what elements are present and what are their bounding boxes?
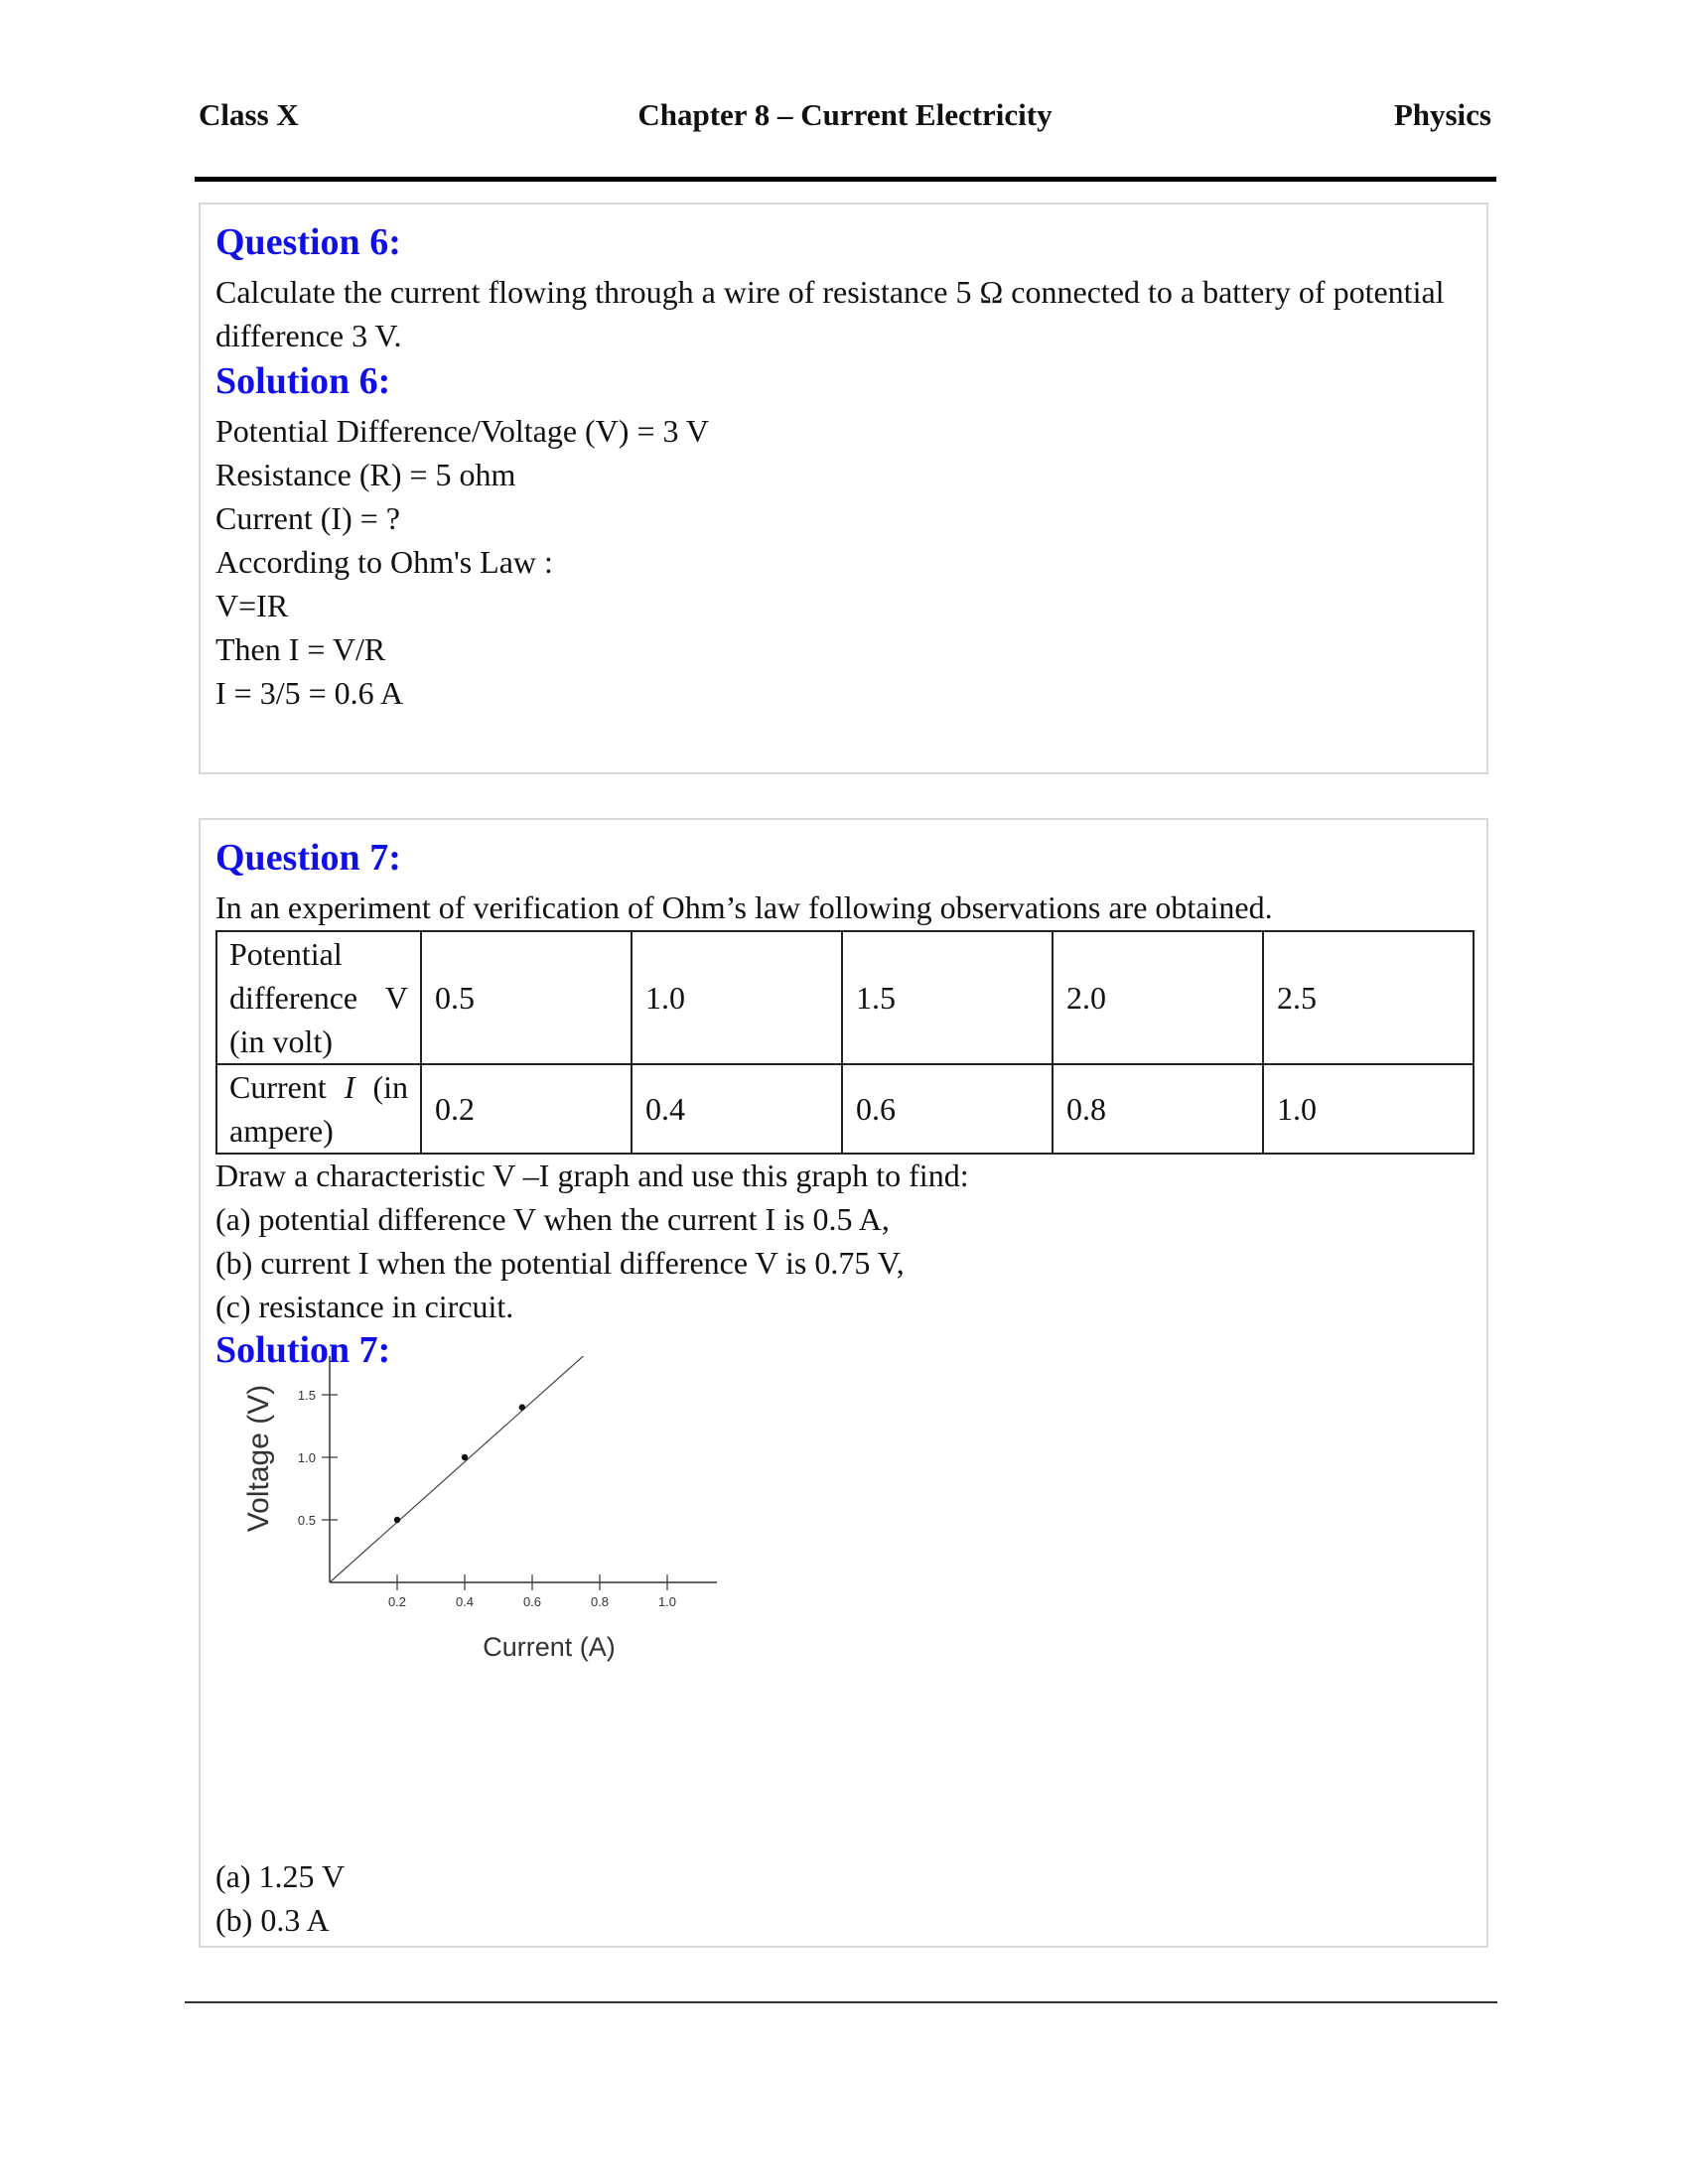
- question-6-heading: Question 6:: [215, 221, 401, 263]
- solution-6-line: Current (I) = ?: [215, 500, 400, 536]
- table-cell: 0.4: [632, 1064, 842, 1154]
- fit-line: [330, 1356, 701, 1582]
- label-text: Current: [229, 1069, 327, 1105]
- table-row: [216, 931, 1474, 1064]
- instruction-line: Draw a characteristic V –I graph and use this graph to find:: [215, 1158, 969, 1193]
- table-cell: 1.0: [1263, 1064, 1474, 1154]
- vi-graph: [220, 1356, 717, 1674]
- label-text: (in volt): [229, 1024, 333, 1059]
- instruction-line: (c) resistance in circuit.: [215, 1289, 514, 1324]
- table-cell: 1.5: [842, 931, 1053, 1064]
- label-text: ampere): [229, 1113, 334, 1149]
- table-cell: 2.5: [1263, 931, 1474, 1064]
- label-text: Potential: [229, 936, 343, 972]
- question-6-box: [199, 203, 1488, 774]
- label-text: (in: [372, 1069, 408, 1105]
- table-row: [216, 1064, 1474, 1154]
- label-text: I: [344, 1069, 355, 1105]
- question-7-heading: Question 7:: [215, 837, 401, 879]
- subject-label: Physics: [1393, 97, 1491, 132]
- chapter-title: Chapter 8 – Current Electricity: [637, 97, 1053, 132]
- x-axis-label: Current (A): [483, 1632, 616, 1662]
- table-cell: 1.0: [632, 931, 842, 1064]
- solution-7-heading: Solution 7:: [215, 1329, 391, 1371]
- x-tick-label: 0.6: [522, 1594, 542, 1609]
- solution-6-line: I = 3/5 = 0.6 A: [215, 675, 403, 711]
- solution-6-line: Potential Difference/Voltage (V) = 3 V: [215, 413, 710, 449]
- footer-rule: [185, 2001, 1497, 2003]
- table-cell: 0.2: [421, 1064, 632, 1154]
- label-text: difference: [229, 980, 358, 1016]
- answer-line: (b) 0.3 A: [215, 1902, 330, 1938]
- x-tick-label: 0.8: [590, 1594, 610, 1609]
- table-cell: 0.5: [421, 931, 632, 1064]
- data-point: [519, 1404, 525, 1410]
- question-6-text-line2: difference 3 V.: [215, 318, 402, 353]
- data-point: [394, 1517, 400, 1523]
- y-tick-label: 0.5: [297, 1513, 316, 1528]
- solution-6-line: According to Ohm's Law :: [215, 544, 553, 580]
- table-cell: 0.6: [842, 1064, 1053, 1154]
- class-label: Class X: [199, 97, 299, 132]
- question-6-text-line1: Calculate the current flowing through a wire of resistance 5 Ω connected to a battery of potential: [215, 274, 1445, 310]
- page-header: [199, 97, 1491, 147]
- table-row-label-voltage: [216, 931, 421, 1064]
- x-tick-label: 1.0: [657, 1594, 677, 1609]
- x-tick-label: 0.4: [455, 1594, 475, 1609]
- label-text-row: [229, 976, 408, 1020]
- answer-line: (a) 1.25 V: [215, 1858, 346, 1894]
- solution-6-line: Then I = V/R: [215, 631, 386, 667]
- question-7-intro: In an experiment of verification of Ohm’s law following observations are obtained.: [215, 889, 1273, 925]
- observations-table: [215, 930, 1475, 1155]
- table-cell: 0.8: [1053, 1064, 1263, 1154]
- label-text: V: [384, 980, 408, 1016]
- solution-6-line: Resistance (R) = 5 ohm: [215, 457, 516, 492]
- solution-6-line: V=IR: [215, 588, 289, 623]
- y-tick-label: 1.0: [297, 1450, 316, 1465]
- instruction-line: (b) current I when the potential difference V is 0.75 V,: [215, 1245, 905, 1281]
- y-tick-label: 1.5: [297, 1388, 316, 1403]
- x-tick-label: 0.2: [387, 1594, 407, 1609]
- y-axis-label: Voltage (V): [242, 1384, 275, 1533]
- instruction-line: (a) potential difference V when the current I is 0.5 A,: [215, 1201, 890, 1237]
- label-text-row: [229, 1065, 408, 1109]
- question-7-box: [199, 818, 1488, 1948]
- table-cell: 2.0: [1053, 931, 1263, 1064]
- solution-6-heading: Solution 6:: [215, 360, 391, 402]
- data-point: [462, 1454, 468, 1460]
- header-rule: [195, 177, 1496, 182]
- table-row-label-current: [216, 1064, 421, 1154]
